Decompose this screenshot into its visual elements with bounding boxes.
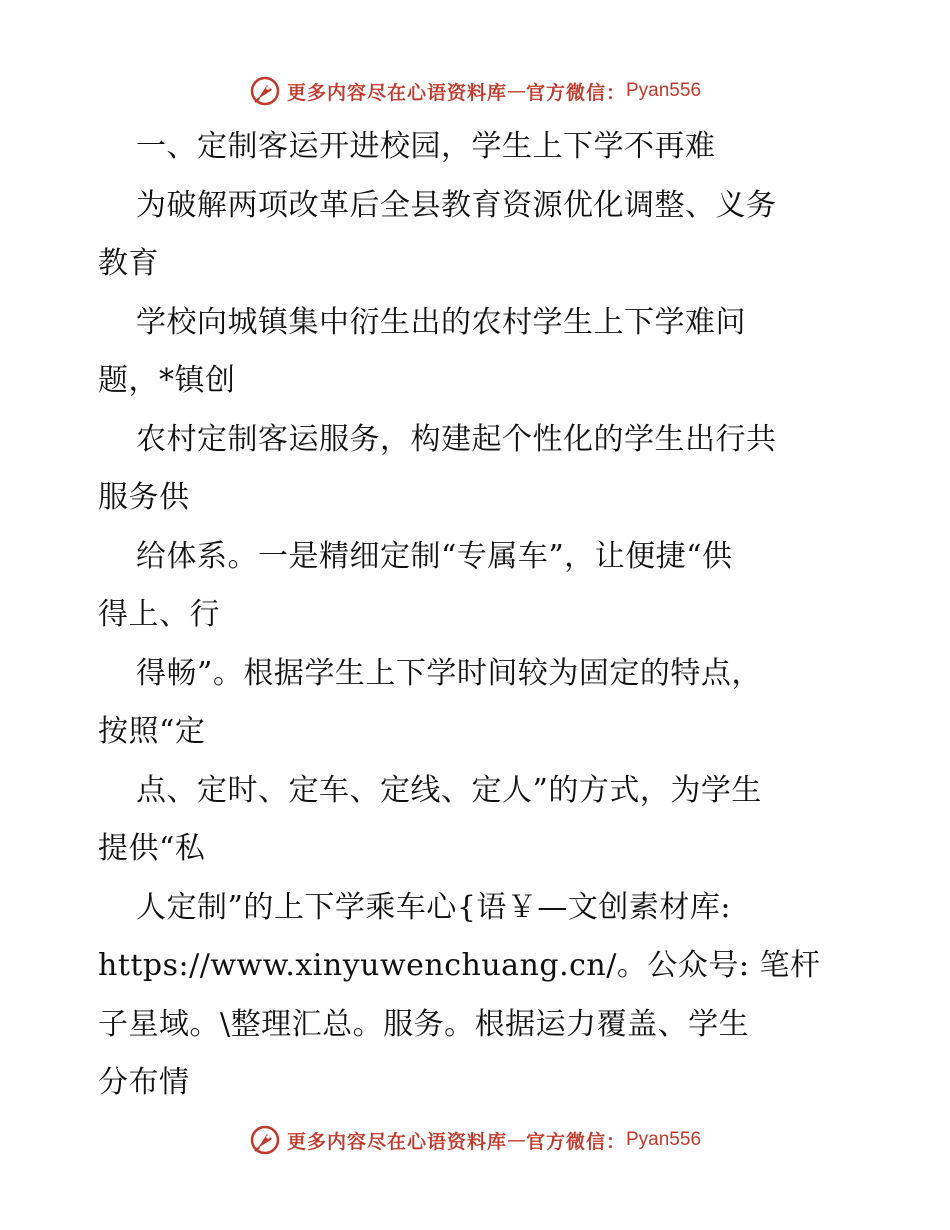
watermark-dash: — <box>506 80 526 102</box>
text-line: 农村定制客运服务，构建起个性化的学生出行共 <box>136 421 777 457</box>
text-line: 题，*镇创 <box>98 363 236 398</box>
text-line: 服务供 <box>98 480 190 515</box>
text-line: 学校向城镇集中衍生出的农村学生上下学难问 <box>136 304 746 340</box>
text-line: 教育 <box>98 246 159 281</box>
watermark-header <box>0 71 950 111</box>
text-line: 点、定时、定车、定线、定人”的方式，为学生 <box>136 772 762 808</box>
watermark-contact-label: 官方微信： <box>525 1130 626 1153</box>
text-line: 分布情 <box>98 1065 190 1100</box>
pen-nib-logo-icon <box>249 1124 281 1156</box>
watermark-wechat-id: Pyan556 <box>626 80 702 101</box>
watermark-brand: 更多内容尽在心语资料库 <box>286 1130 507 1153</box>
text-line: 人定制”的上下学乘车心{语￥—文创素材库: <box>136 889 732 925</box>
text-line: 得畅”。根据学生上下学时间较为固定的特点， <box>136 655 762 691</box>
text-line: https://www.xinyuwenchuang.cn/。公众号: 笔杆 <box>98 948 821 983</box>
pen-nib-logo-icon <box>249 75 281 107</box>
text-line: 为破解两项改革后全县教育资源优化调整、义务 <box>136 187 777 223</box>
watermark-footer <box>0 1120 950 1160</box>
text-line: 子星域。\整理汇总。服务。根据运力覆盖、学生 <box>98 1006 750 1042</box>
watermark-contact-label: 官方微信： <box>525 81 626 104</box>
text-line: 按照“定 <box>98 714 206 749</box>
watermark-dash: — <box>506 1129 526 1151</box>
watermark-brand: 更多内容尽在心语资料库 <box>286 81 507 104</box>
text-line: 给体系。一是精细定制“专属车”，让便捷“供 <box>136 538 733 574</box>
text-line: 得上、行 <box>98 597 220 632</box>
text-line: 提供“私 <box>98 831 206 866</box>
watermark-wechat-id: Pyan556 <box>626 1129 702 1150</box>
document-body <box>98 118 858 1113</box>
text-line: 一、定制客运开进校园，学生上下学不再难 <box>136 129 716 164</box>
